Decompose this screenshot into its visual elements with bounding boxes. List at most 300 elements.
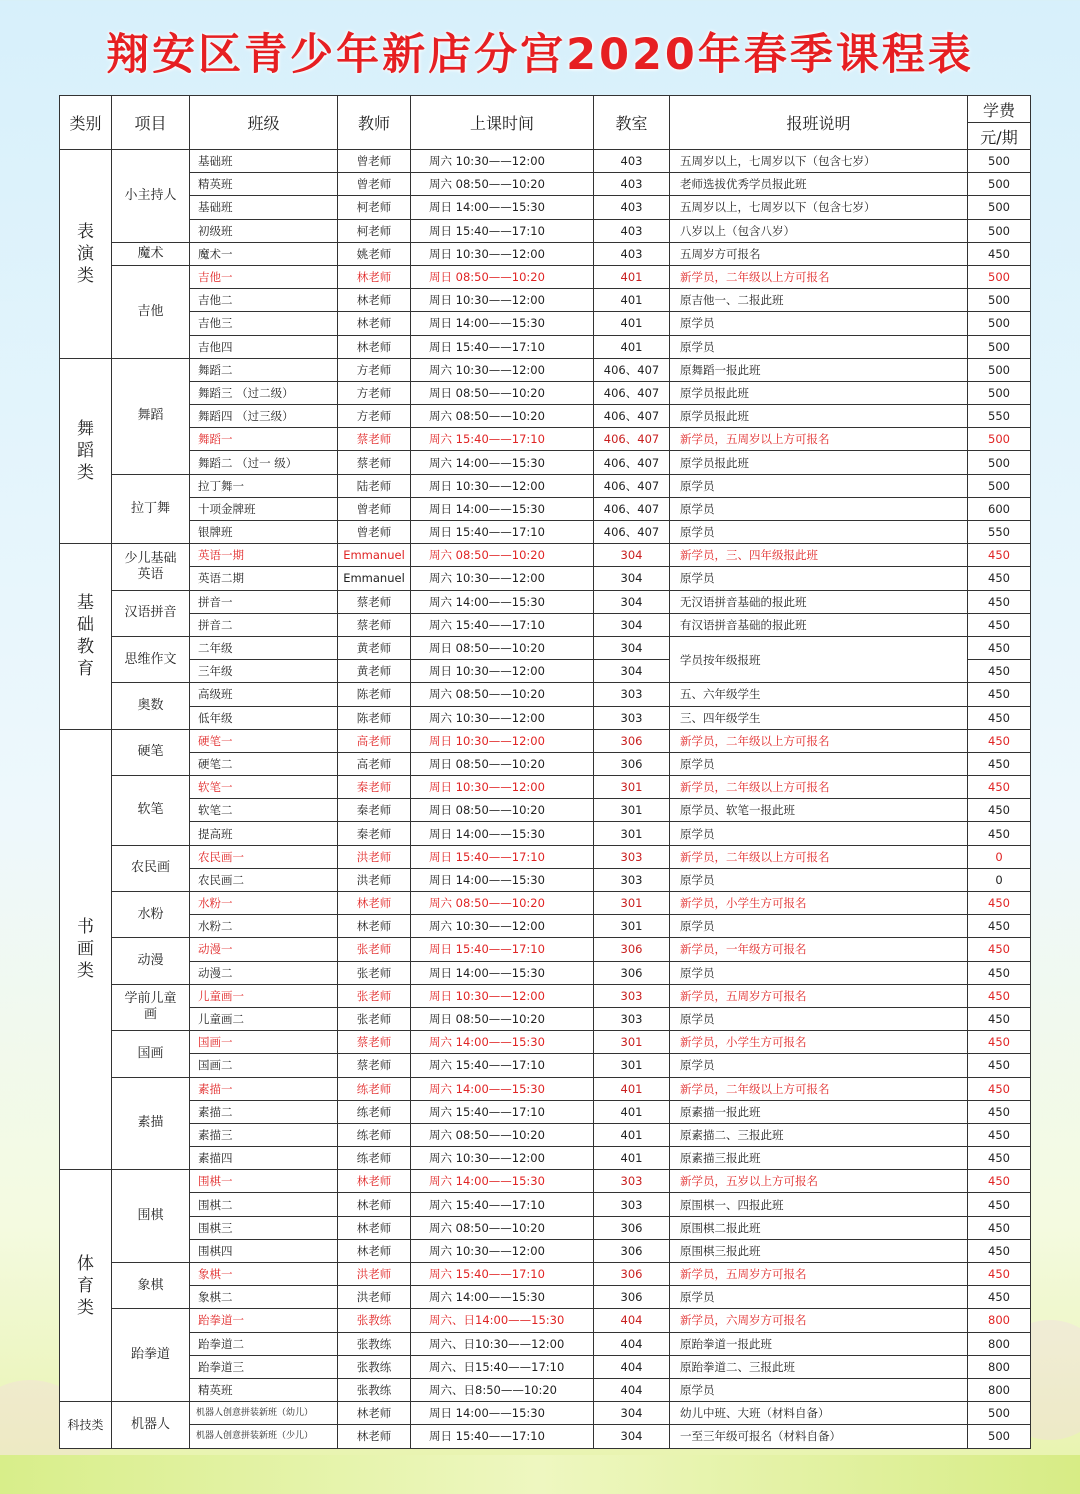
teacher-cell: 蔡老师 — [338, 428, 411, 451]
time-cell: 周六 08:50——10:20 — [411, 544, 594, 567]
teacher-cell: 曾老师 — [338, 150, 411, 173]
class-cell: 英语一期 — [190, 544, 338, 567]
note-cell: 原素描三报此班 — [670, 1147, 968, 1170]
room-cell: 404 — [594, 1378, 670, 1401]
table-row — [60, 1402, 1031, 1425]
teacher-cell: 洪老师 — [338, 868, 411, 891]
room-cell: 403 — [594, 219, 670, 242]
fee-cell: 450 — [968, 544, 1031, 567]
class-cell: 国画一 — [190, 1031, 338, 1054]
room-cell: 406、407 — [594, 428, 670, 451]
teacher-cell: 练老师 — [338, 1123, 411, 1146]
fee-cell: 500 — [968, 381, 1031, 404]
note-cell: 原学员、软笔一报此班 — [670, 799, 968, 822]
category-cell: 书画类 — [60, 729, 112, 1170]
class-cell: 吉他二 — [190, 289, 338, 312]
note-cell: 老师选拔优秀学员报此班 — [670, 173, 968, 196]
room-cell: 401 — [594, 1077, 670, 1100]
time-cell: 周六 08:50——10:20 — [411, 405, 594, 428]
room-cell: 406、407 — [594, 474, 670, 497]
table-row — [60, 590, 1031, 613]
room-cell: 304 — [594, 613, 670, 636]
fee-cell: 450 — [968, 776, 1031, 799]
table-row — [60, 381, 1031, 404]
room-cell: 301 — [594, 1054, 670, 1077]
table-row — [60, 729, 1031, 752]
room-cell: 404 — [594, 1332, 670, 1355]
class-cell: 二年级 — [190, 636, 338, 659]
page-title: 翔安区青少年新店分宫2020年春季课程表 — [106, 30, 974, 80]
room-cell: 304 — [594, 660, 670, 683]
teacher-cell: 洪老师 — [338, 1286, 411, 1309]
class-cell: 银牌班 — [190, 521, 338, 544]
teacher-cell: 方老师 — [338, 405, 411, 428]
note-cell: 原围棋一、四报此班 — [670, 1193, 968, 1216]
time-cell: 周六 10:30——12:00 — [411, 567, 594, 590]
table-row — [60, 984, 1031, 1007]
class-cell: 跆拳道三 — [190, 1355, 338, 1378]
class-cell: 拉丁舞一 — [190, 474, 338, 497]
project-cell: 象棋 — [112, 1263, 190, 1309]
room-cell: 301 — [594, 892, 670, 915]
note-cell: 原学员 — [670, 521, 968, 544]
project-cell: 软笔 — [112, 776, 190, 846]
fee-cell: 500 — [968, 451, 1031, 474]
class-cell: 儿童画一 — [190, 984, 338, 1007]
class-cell: 素描四 — [190, 1147, 338, 1170]
teacher-cell: 黄老师 — [338, 660, 411, 683]
note-cell: 原学员 — [670, 961, 968, 984]
fee-cell: 450 — [968, 1031, 1031, 1054]
class-cell: 围棋二 — [190, 1193, 338, 1216]
class-cell: 十项金牌班 — [190, 497, 338, 520]
fee-cell: 450 — [968, 613, 1031, 636]
table-row — [60, 1031, 1031, 1054]
category-cell: 基础教育 — [60, 544, 112, 730]
note-cell: 原素描一报此班 — [670, 1100, 968, 1123]
fee-cell: 450 — [968, 683, 1031, 706]
fee-cell: 450 — [968, 892, 1031, 915]
teacher-cell: 蔡老师 — [338, 590, 411, 613]
fee-cell: 500 — [968, 219, 1031, 242]
table-row — [60, 173, 1031, 196]
table-row — [60, 544, 1031, 567]
time-cell: 周六 15:40——17:10 — [411, 1100, 594, 1123]
teacher-cell: 练老师 — [338, 1147, 411, 1170]
table-row — [60, 1193, 1031, 1216]
class-cell: 吉他一 — [190, 265, 338, 288]
project-cell: 小主持人 — [112, 150, 190, 243]
fee-cell: 450 — [968, 1263, 1031, 1286]
project-cell: 硬笔 — [112, 729, 190, 775]
fee-cell: 450 — [968, 799, 1031, 822]
fee-cell: 450 — [968, 1170, 1031, 1193]
note-cell: 有汉语拼音基础的报此班 — [670, 613, 968, 636]
time-cell: 周日 14:00——15:30 — [411, 196, 594, 219]
time-cell: 周六 15:40——17:10 — [411, 1263, 594, 1286]
teacher-cell: 练老师 — [338, 1077, 411, 1100]
class-cell: 精英班 — [190, 1378, 338, 1401]
class-cell: 拼音一 — [190, 590, 338, 613]
category-cell: 科技类 — [60, 1402, 112, 1448]
category-cell: 舞蹈类 — [60, 358, 112, 544]
class-cell: 机器人创意拼装新班（少儿） — [190, 1425, 338, 1448]
header-fee-unit: 元/期 — [968, 123, 1031, 150]
note-cell: 原学员 — [670, 915, 968, 938]
teacher-cell: 曾老师 — [338, 497, 411, 520]
note-cell: 原学员 — [670, 868, 968, 891]
table-row — [60, 567, 1031, 590]
time-cell: 周日 15:40——17:10 — [411, 521, 594, 544]
fee-cell: 450 — [968, 915, 1031, 938]
time-cell: 周日 15:40——17:10 — [411, 1425, 594, 1448]
time-cell: 周六 14:00——15:30 — [411, 451, 594, 474]
class-cell: 农民画二 — [190, 868, 338, 891]
fee-cell: 450 — [968, 567, 1031, 590]
note-cell: 新学员，三、四年级报此班 — [670, 544, 968, 567]
teacher-cell: 林老师 — [338, 1170, 411, 1193]
project-cell: 汉语拼音 — [112, 590, 190, 636]
table-row — [60, 289, 1031, 312]
class-cell: 基础班 — [190, 150, 338, 173]
teacher-cell: 林老师 — [338, 1402, 411, 1425]
room-cell: 304 — [594, 636, 670, 659]
fee-cell: 450 — [968, 660, 1031, 683]
table-row — [60, 776, 1031, 799]
class-cell: 拼音二 — [190, 613, 338, 636]
note-cell: 八岁以上（包含八岁） — [670, 219, 968, 242]
fee-cell: 500 — [968, 265, 1031, 288]
project-cell: 跆拳道 — [112, 1309, 190, 1402]
class-cell: 舞蹈二 （过一 级） — [190, 451, 338, 474]
room-cell: 301 — [594, 1031, 670, 1054]
class-cell: 三年级 — [190, 660, 338, 683]
room-cell: 306 — [594, 938, 670, 961]
room-cell: 306 — [594, 1239, 670, 1262]
table-row — [60, 265, 1031, 288]
time-cell: 周日 10:30——12:00 — [411, 776, 594, 799]
fee-cell: 450 — [968, 752, 1031, 775]
time-cell: 周日 10:30——12:00 — [411, 729, 594, 752]
class-cell: 围棋四 — [190, 1239, 338, 1262]
time-cell: 周日 15:40——17:10 — [411, 845, 594, 868]
time-cell: 周六、日8:50——10:20 — [411, 1378, 594, 1401]
note-cell: 原学员报此班 — [670, 381, 968, 404]
table-row — [60, 1054, 1031, 1077]
note-cell: 原学员 — [670, 1054, 968, 1077]
room-cell: 403 — [594, 150, 670, 173]
teacher-cell: 林老师 — [338, 289, 411, 312]
room-cell: 304 — [594, 567, 670, 590]
time-cell: 周日 10:30——12:00 — [411, 242, 594, 265]
teacher-cell: 林老师 — [338, 1216, 411, 1239]
class-cell: 素描一 — [190, 1077, 338, 1100]
table-row — [60, 822, 1031, 845]
note-cell: 原围棋三报此班 — [670, 1239, 968, 1262]
fee-cell: 550 — [968, 521, 1031, 544]
teacher-cell: 张老师 — [338, 984, 411, 1007]
header-class: 班级 — [190, 96, 338, 150]
time-cell: 周日 08:50——10:20 — [411, 265, 594, 288]
room-cell: 403 — [594, 196, 670, 219]
table-row — [60, 1077, 1031, 1100]
table-row — [60, 1123, 1031, 1146]
table-row — [60, 497, 1031, 520]
class-cell: 象棋二 — [190, 1286, 338, 1309]
table-row — [60, 1216, 1031, 1239]
header-teacher: 教师 — [338, 96, 411, 150]
time-cell: 周六 08:50——10:20 — [411, 683, 594, 706]
teacher-cell: 林老师 — [338, 1425, 411, 1448]
teacher-cell: 张教练 — [338, 1355, 411, 1378]
note-cell: 新学员，六周岁方可报名 — [670, 1309, 968, 1332]
room-cell: 401 — [594, 335, 670, 358]
table-row — [60, 1147, 1031, 1170]
class-cell: 素描三 — [190, 1123, 338, 1146]
fee-cell: 500 — [968, 312, 1031, 335]
fee-cell: 800 — [968, 1332, 1031, 1355]
header-time: 上课时间 — [411, 96, 594, 150]
room-cell: 301 — [594, 776, 670, 799]
fee-cell: 0 — [968, 845, 1031, 868]
project-cell: 水粉 — [112, 892, 190, 938]
note-cell: 无汉语拼音基础的报此班 — [670, 590, 968, 613]
class-cell: 水粉一 — [190, 892, 338, 915]
project-cell: 动漫 — [112, 938, 190, 984]
room-cell: 306 — [594, 752, 670, 775]
fee-cell: 500 — [968, 196, 1031, 219]
class-cell: 围棋一 — [190, 1170, 338, 1193]
project-cell: 农民画 — [112, 845, 190, 891]
time-cell: 周日 14:00——15:30 — [411, 497, 594, 520]
project-cell: 拉丁舞 — [112, 474, 190, 544]
note-cell: 五周岁以上，七周岁以下（包含七岁） — [670, 150, 968, 173]
time-cell: 周日 15:40——17:10 — [411, 335, 594, 358]
header-room: 教室 — [594, 96, 670, 150]
note-cell: 原学员 — [670, 335, 968, 358]
note-cell: 原学员 — [670, 474, 968, 497]
class-cell: 提高班 — [190, 822, 338, 845]
project-cell: 魔术 — [112, 242, 190, 265]
class-cell: 机器人创意拼装新班（幼儿） — [190, 1402, 338, 1425]
teacher-cell: 张老师 — [338, 961, 411, 984]
room-cell: 303 — [594, 1170, 670, 1193]
teacher-cell: 陆老师 — [338, 474, 411, 497]
footer-band — [0, 1455, 1080, 1494]
table-row — [60, 358, 1031, 381]
fee-cell: 500 — [968, 289, 1031, 312]
table-row — [60, 150, 1031, 173]
time-cell: 周日 14:00——15:30 — [411, 312, 594, 335]
note-cell: 新学员，五岁以上方可报名 — [670, 1170, 968, 1193]
class-cell: 农民画一 — [190, 845, 338, 868]
class-cell: 吉他四 — [190, 335, 338, 358]
schedule-table — [59, 95, 1031, 1449]
table-row — [60, 683, 1031, 706]
note-cell: 原围棋二报此班 — [670, 1216, 968, 1239]
project-cell: 素描 — [112, 1077, 190, 1170]
room-cell: 306 — [594, 1286, 670, 1309]
table-row — [60, 451, 1031, 474]
room-cell: 301 — [594, 915, 670, 938]
fee-cell: 500 — [968, 335, 1031, 358]
time-cell: 周六 15:40——17:10 — [411, 1054, 594, 1077]
teacher-cell: 姚老师 — [338, 242, 411, 265]
class-cell: 软笔二 — [190, 799, 338, 822]
class-cell: 水粉二 — [190, 915, 338, 938]
class-cell: 低年级 — [190, 706, 338, 729]
class-cell: 象棋一 — [190, 1263, 338, 1286]
note-cell: 新学员，一年级方可报名 — [670, 938, 968, 961]
fee-cell: 500 — [968, 1402, 1031, 1425]
time-cell: 周六、日15:40——17:10 — [411, 1355, 594, 1378]
time-cell: 周日 08:50——10:20 — [411, 636, 594, 659]
fee-cell: 450 — [968, 1147, 1031, 1170]
teacher-cell: 方老师 — [338, 358, 411, 381]
time-cell: 周六 10:30——12:00 — [411, 150, 594, 173]
class-cell: 魔术一 — [190, 242, 338, 265]
header-notes: 报班说明 — [670, 96, 968, 150]
note-cell: 新学员，二年级以上方可报名 — [670, 265, 968, 288]
time-cell: 周日 08:50——10:20 — [411, 1007, 594, 1030]
time-cell: 周日 14:00——15:30 — [411, 961, 594, 984]
table-header-row — [60, 96, 1031, 123]
room-cell: 401 — [594, 265, 670, 288]
project-cell: 舞蹈 — [112, 358, 190, 474]
teacher-cell: 方老师 — [338, 381, 411, 404]
class-cell: 吉他三 — [190, 312, 338, 335]
table-row — [60, 799, 1031, 822]
table-row — [60, 636, 1031, 659]
project-cell: 思维作文 — [112, 636, 190, 682]
fee-cell: 450 — [968, 822, 1031, 845]
note-cell: 原学员报此班 — [670, 405, 968, 428]
project-cell: 奥数 — [112, 683, 190, 729]
teacher-cell: 林老师 — [338, 312, 411, 335]
teacher-cell: 秦老师 — [338, 776, 411, 799]
room-cell: 401 — [594, 312, 670, 335]
note-cell: 三、四年级学生 — [670, 706, 968, 729]
room-cell: 303 — [594, 868, 670, 891]
time-cell: 周六 08:50——10:20 — [411, 892, 594, 915]
table-row — [60, 915, 1031, 938]
fee-cell: 450 — [968, 938, 1031, 961]
table-row — [60, 219, 1031, 242]
room-cell: 303 — [594, 1193, 670, 1216]
room-cell: 306 — [594, 1263, 670, 1286]
class-cell: 舞蹈四 （过三级） — [190, 405, 338, 428]
fee-cell: 450 — [968, 1100, 1031, 1123]
time-cell: 周六 14:00——15:30 — [411, 1077, 594, 1100]
room-cell: 406、407 — [594, 381, 670, 404]
time-cell: 周日 10:30——12:00 — [411, 474, 594, 497]
fee-cell: 450 — [968, 961, 1031, 984]
teacher-cell: 秦老师 — [338, 799, 411, 822]
table-row — [60, 892, 1031, 915]
fee-cell: 450 — [968, 1007, 1031, 1030]
note-cell: 新学员，小学生方可报名 — [670, 1031, 968, 1054]
header-fee: 学费 — [968, 96, 1031, 123]
fee-cell: 450 — [968, 1077, 1031, 1100]
note-cell: 五周岁以上，七周岁以下（包含七岁） — [670, 196, 968, 219]
room-cell: 406、407 — [594, 358, 670, 381]
time-cell: 周日 08:50——10:20 — [411, 381, 594, 404]
time-cell: 周日 10:30——12:00 — [411, 289, 594, 312]
note-cell: 新学员，二年级以上方可报名 — [670, 845, 968, 868]
table-row — [60, 1007, 1031, 1030]
table-row — [60, 312, 1031, 335]
teacher-cell: 林老师 — [338, 915, 411, 938]
table-row — [60, 405, 1031, 428]
class-cell: 跆拳道一 — [190, 1309, 338, 1332]
room-cell: 406、407 — [594, 521, 670, 544]
room-cell: 301 — [594, 822, 670, 845]
note-cell: 新学员，二年级以上方可报名 — [670, 1077, 968, 1100]
note-cell: 新学员，二年级以上方可报名 — [670, 776, 968, 799]
note-cell: 原学员 — [670, 822, 968, 845]
time-cell: 周日 14:00——15:30 — [411, 822, 594, 845]
room-cell: 306 — [594, 729, 670, 752]
table-row — [60, 868, 1031, 891]
fee-cell: 450 — [968, 729, 1031, 752]
class-cell: 围棋三 — [190, 1216, 338, 1239]
room-cell: 306 — [594, 961, 670, 984]
teacher-cell: 蔡老师 — [338, 451, 411, 474]
room-cell: 306 — [594, 1216, 670, 1239]
room-cell: 304 — [594, 1425, 670, 1448]
time-cell: 周六 15:40——17:10 — [411, 613, 594, 636]
room-cell: 406、407 — [594, 405, 670, 428]
time-cell: 周日 08:50——10:20 — [411, 752, 594, 775]
note-cell: 学员按年级报班 — [670, 636, 968, 682]
note-cell: 幼儿中班、大班（材料自备） — [670, 1402, 968, 1425]
time-cell: 周六 08:50——10:20 — [411, 173, 594, 196]
note-cell: 原学员 — [670, 1007, 968, 1030]
time-cell: 周六 14:00——15:30 — [411, 1170, 594, 1193]
time-cell: 周六 08:50——10:20 — [411, 1216, 594, 1239]
time-cell: 周日 10:30——12:00 — [411, 984, 594, 1007]
table-row — [60, 1170, 1031, 1193]
class-cell: 动漫二 — [190, 961, 338, 984]
teacher-cell: Emmanuel — [338, 567, 411, 590]
project-cell: 机器人 — [112, 1402, 190, 1448]
table-row — [60, 1332, 1031, 1355]
table-row — [60, 1425, 1031, 1448]
class-cell: 高级班 — [190, 683, 338, 706]
time-cell: 周六、日14:00——15:30 — [411, 1309, 594, 1332]
teacher-cell: 柯老师 — [338, 196, 411, 219]
class-cell: 动漫一 — [190, 938, 338, 961]
time-cell: 周六 10:30——12:00 — [411, 706, 594, 729]
room-cell: 303 — [594, 845, 670, 868]
fee-cell: 500 — [968, 428, 1031, 451]
table-row — [60, 1263, 1031, 1286]
room-cell: 304 — [594, 544, 670, 567]
fee-cell: 450 — [968, 590, 1031, 613]
project-cell: 国画 — [112, 1031, 190, 1077]
teacher-cell: 张教练 — [338, 1309, 411, 1332]
fee-cell: 450 — [968, 242, 1031, 265]
fee-cell: 500 — [968, 474, 1031, 497]
fee-cell: 600 — [968, 497, 1031, 520]
teacher-cell: 蔡老师 — [338, 1031, 411, 1054]
note-cell: 原素描二、三报此班 — [670, 1123, 968, 1146]
note-cell: 五周岁方可报名 — [670, 242, 968, 265]
project-cell: 少儿基础英语 — [112, 544, 190, 590]
room-cell: 301 — [594, 799, 670, 822]
table-row — [60, 335, 1031, 358]
room-cell: 303 — [594, 1007, 670, 1030]
